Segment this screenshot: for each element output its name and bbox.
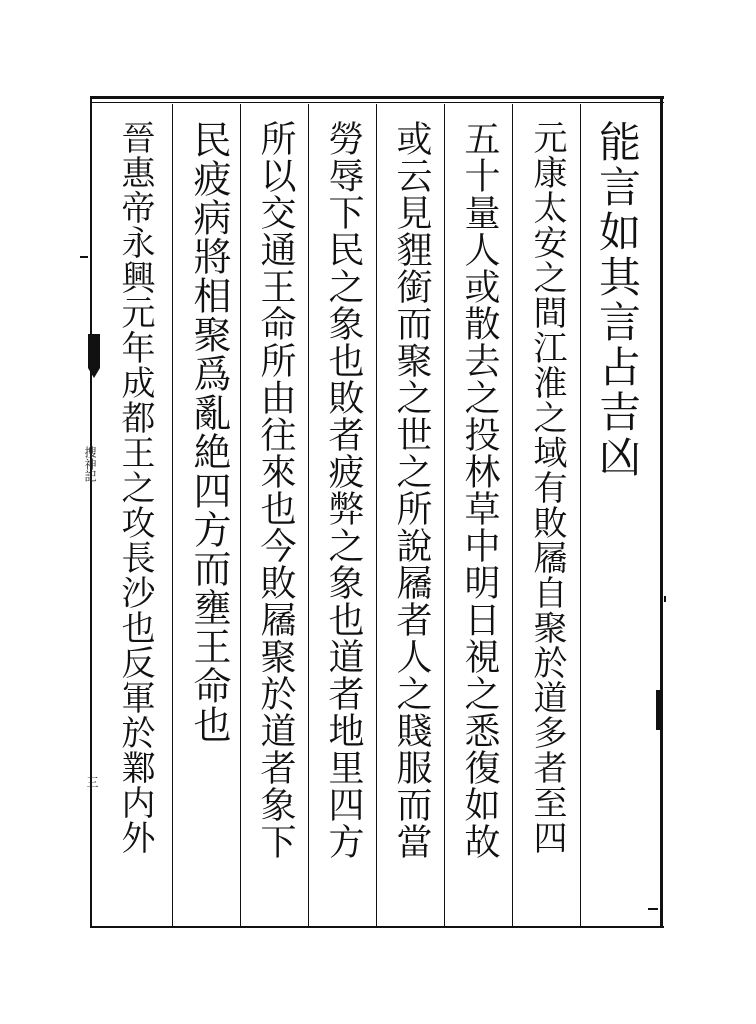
edge-mark (648, 908, 658, 910)
fish-tail-mark (88, 334, 100, 368)
text-column-7 (182, 120, 236, 920)
right-border-rule (660, 96, 663, 928)
column-text: 元康太安之間江淮之域有敗屩自聚於道多者至四 (527, 120, 567, 855)
top-border-rule-inner (90, 102, 664, 103)
column-divider (308, 104, 309, 926)
column-divider (580, 104, 581, 926)
column-divider (444, 104, 445, 926)
text-column-2 (520, 120, 574, 920)
edge-mark (664, 596, 666, 602)
edge-mark (80, 256, 88, 258)
column-text: 所以交通王命所由往來也今敗屩聚於道者象下 (255, 120, 296, 860)
text-column-1 (590, 120, 644, 920)
column-text: 勞辱下民之象也敗者疲弊之象也道者地里四方 (323, 120, 364, 860)
column-text: 晉惠帝永興元年成都王之攻長沙也反軍於鄴内外 (115, 120, 155, 855)
text-column-6 (248, 120, 302, 920)
edge-mark (656, 690, 662, 730)
text-column-3 (452, 120, 506, 920)
column-text: 民疲病將相聚爲亂絶四方而壅王命也 (187, 120, 231, 744)
column-divider (240, 104, 241, 926)
text-column-8 (108, 120, 162, 920)
column-text: 能言如其言占吉凶 (593, 120, 642, 480)
top-border-rule (90, 96, 664, 99)
column-divider (172, 104, 173, 926)
column-divider (512, 104, 513, 926)
left-border-rule (90, 96, 92, 928)
text-column-4 (384, 120, 438, 920)
bottom-border-rule (90, 926, 664, 928)
column-divider (376, 104, 377, 926)
column-text: 五十量人或散去之投林草中明日視之悉復如故 (459, 120, 500, 860)
text-column-5 (316, 120, 370, 920)
margin-book-title: 搜神記 (83, 446, 97, 482)
margin-page-marker: 三 (85, 776, 99, 788)
column-text: 或云見貍銜而聚之世之所說屩者人之賤服而當 (391, 120, 432, 860)
